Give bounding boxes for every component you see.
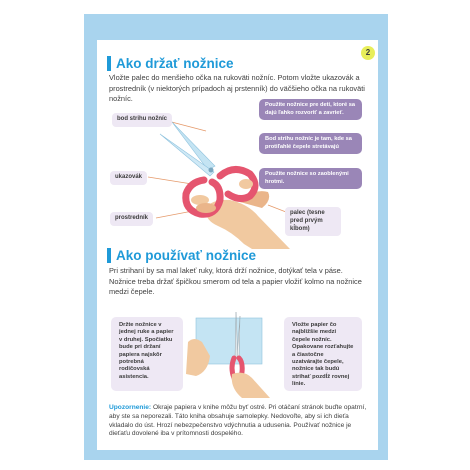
tip-rounded-tips: Použite nožnice so zaoblenými hrotmi. [259,168,362,189]
note-insert-paper: Vložte papier čo najbližšie medzi čepele nožníc. Opakovane rozťahujte a čiastočne uzatvárajte čepele, nožnice tak budú strihať pozdĺž rovnej línie. [284,317,362,391]
section2-title-text: Ako používať nožnice [116,248,256,263]
section1-title-text: Ako držať nožnice [116,56,234,71]
label-thumb: palec (tesne pred prvým kĺbom) [285,207,341,236]
section1-title [107,56,234,71]
section2-intro: Pri strihaní by sa mal lakeť ruky, ktorá drží nožnice, dotýkať tela v páse. Nožnice treba držať špičkou smerom od tela a papier vložiť kolmo na nožnice medzi čepele. [109,266,362,297]
label-cut-point: bod strihu nožníc [112,113,172,127]
section1-intro: Vložte palec do menšieho očka na rukoväti nožníc. Potom vložte ukazovák a prostredník (v niektorých prípadoch aj prstenník) do väčšieho očka na rukoväti nožníc. [109,73,365,104]
tip-kids-scissors: Použite nožnice pre deti, ktoré sa dajú ľahko rozvoriť a zavrieť. [259,99,362,120]
title-bar-icon [107,56,111,71]
warning-body: Okraje papiera v knihe môžu byť ostré. Pri otáčaní stránok buďte opatrní, aby ste sa neporezali. Táto kniha obsahuje samolepky. Nedovoľte, aby si ich dieťa vkladalo do úst. Hrozí nebezpečenstvo vdýchnutia a udusenia. Používať nožnice je dieťaťu dovolené iba v prítomnosti dospelého. [109,404,367,438]
label-index-finger: ukazovák [110,171,147,185]
cutting-paper-illustration [186,312,282,398]
note-hold-scissors: Držte nožnice v jednej ruke a papier v druhej. Spočiatku bude pri držaní papiera najskôr potrebná rodičovská asistencia. [111,317,183,391]
title-bar-icon [107,248,111,263]
warning-lead: Upozornenie: [109,404,152,411]
warning-text [109,404,371,439]
section2-title [107,248,256,263]
page-number-badge: 2 [361,46,375,60]
label-middle-finger: prostredník [110,212,153,226]
tip-cut-point: Bod strihu nožníc je tam, kde sa protiľahlé čepele stretávajú [259,133,362,154]
